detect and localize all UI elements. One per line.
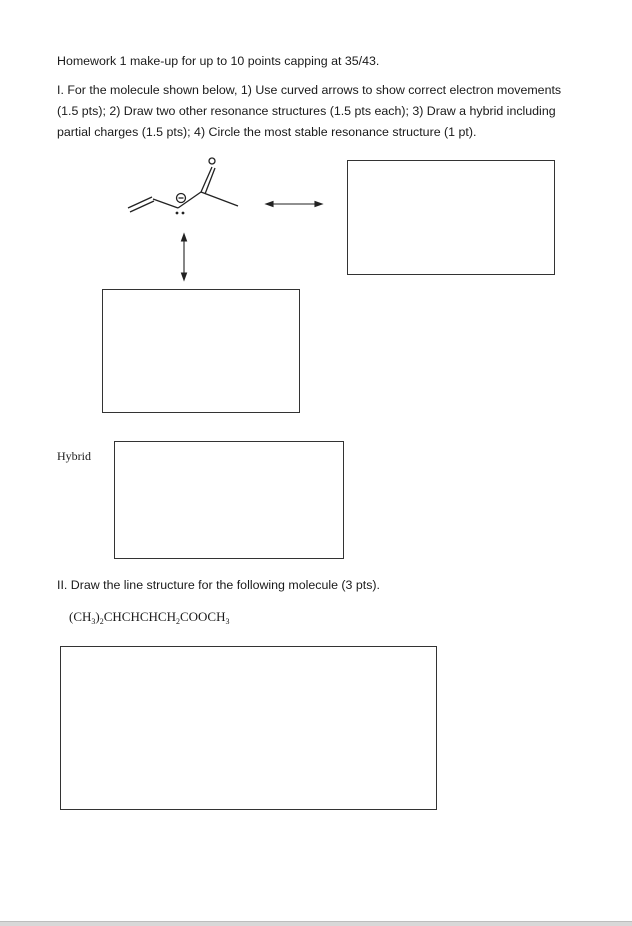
formula-subscript-3: 2 xyxy=(175,617,180,626)
bond-c3-c4 xyxy=(178,192,201,208)
bond-c2-c3 xyxy=(153,199,178,208)
page-bottom-edge xyxy=(0,921,632,926)
formula-subscript-4: 3 xyxy=(225,617,230,626)
chemical-formula xyxy=(69,607,230,632)
question-1-line-1: I. For the molecule shown below, 1) Use curved arrows to show correct electron movements xyxy=(57,83,562,97)
double-bond-line-b xyxy=(130,201,154,212)
oxygen-atom-icon xyxy=(209,158,215,164)
formula-subscript-2: 2 xyxy=(99,617,104,626)
formula-part-3: CHCHCHCH xyxy=(103,609,176,624)
lone-pair-dot-right xyxy=(182,212,185,215)
bond-methyl xyxy=(201,192,238,206)
hybrid-answer-box[interactable] xyxy=(114,441,344,559)
homework-title: Homework 1 make-up for up to 10 points capping at 35/43. xyxy=(57,54,380,68)
question-2-instruction: II. Draw the line structure for the following molecule (3 pts). xyxy=(57,578,380,592)
resonance-arrow-horizontal xyxy=(266,202,322,207)
hybrid-label: Hybrid xyxy=(57,449,91,463)
formula-part-2: ) xyxy=(95,609,100,624)
question-1-line-2: (1.5 pts); 2) Draw two other resonance structures (1.5 pts each); 3) Draw a hybrid including xyxy=(57,104,556,118)
question-1-line-3: partial charges (1.5 pts); 4) Circle the most stable resonance structure (1 pt). xyxy=(57,125,477,139)
lone-pair-dot-left xyxy=(176,212,179,215)
formula-part-1: (CH xyxy=(69,609,92,624)
resonance-answer-box-below[interactable] xyxy=(102,289,300,413)
formula-part-4: COOCH xyxy=(179,609,226,624)
formula-subscript-1: 3 xyxy=(91,617,96,626)
resonance-answer-box-right[interactable] xyxy=(347,160,555,275)
resonance-arrow-vertical xyxy=(182,234,187,280)
line-structure-answer-box[interactable] xyxy=(60,646,437,810)
double-bond-line-a xyxy=(128,197,152,208)
